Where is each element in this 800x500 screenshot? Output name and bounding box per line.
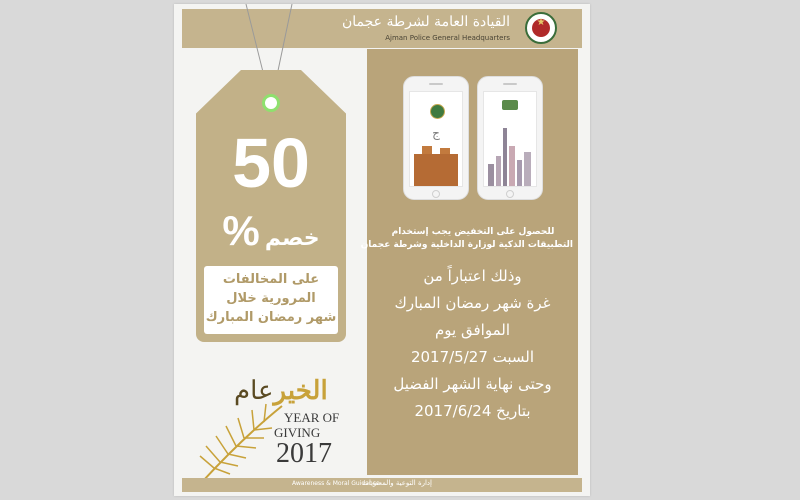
- year-of-giving-english-1: YEAR OF: [284, 410, 340, 425]
- header-arabic-title: القيادة العامة لشرطة عجمان: [342, 14, 510, 30]
- year-of-giving-year: 2017: [276, 438, 332, 469]
- date-line: السبت 2017/5/27: [410, 348, 535, 366]
- date-line: الموافق يوم: [435, 321, 510, 339]
- tag-line: المرورية خلال: [226, 291, 316, 306]
- footer-bar: [182, 478, 582, 492]
- footer-arabic: إدارة التوعية والمعنويات: [362, 479, 432, 487]
- year-of-giving-logo: [196, 376, 346, 486]
- year-of-giving-english-2: GIVING: [274, 425, 321, 440]
- instruction-line: التطبيقات الذكية لوزارة الداخلية وشرطة عجمان: [360, 240, 573, 250]
- header-bar: [182, 9, 582, 48]
- date-line: بتاريخ 2017/6/24: [414, 402, 531, 420]
- discount-word: خصم: [264, 226, 320, 251]
- info-panel: [360, 49, 578, 475]
- phone-icon: [403, 76, 469, 200]
- ajman-police-emblem-icon: ★: [525, 12, 557, 44]
- instruction-line: للحصول على التخفيض يجب إستخدام: [391, 227, 555, 237]
- poster: [174, 4, 590, 496]
- tag-line: على المخالفات: [222, 272, 320, 287]
- date-line: وذلك اعتباراً من: [423, 267, 522, 285]
- discount-label: [196, 207, 346, 254]
- tag-hole: [262, 94, 280, 112]
- moi-app-screen: [483, 91, 537, 187]
- discount-tag: [196, 70, 346, 342]
- palm-frond-icon: [196, 396, 286, 486]
- date-line: غرة شهر رمضان المبارك: [394, 294, 551, 312]
- discount-number: 50: [232, 124, 310, 202]
- footer-english: Awareness & Moral Guidance: [292, 480, 380, 487]
- tag-description-box: [204, 266, 338, 334]
- ajman-police-app-screen: ج: [409, 91, 463, 187]
- date-line: وحتى نهاية الشهر الفضيل: [393, 375, 552, 393]
- offer-dates: [367, 263, 578, 425]
- tag-line: شهر رمضان المبارك: [205, 310, 337, 325]
- header-english-title: Ajman Police General Headquarters: [385, 34, 510, 42]
- percent-sign: %: [222, 207, 260, 254]
- app-instructions: [360, 226, 573, 252]
- year-of-giving-arabic: الخيرعام: [234, 376, 328, 406]
- phone-icon: [477, 76, 543, 200]
